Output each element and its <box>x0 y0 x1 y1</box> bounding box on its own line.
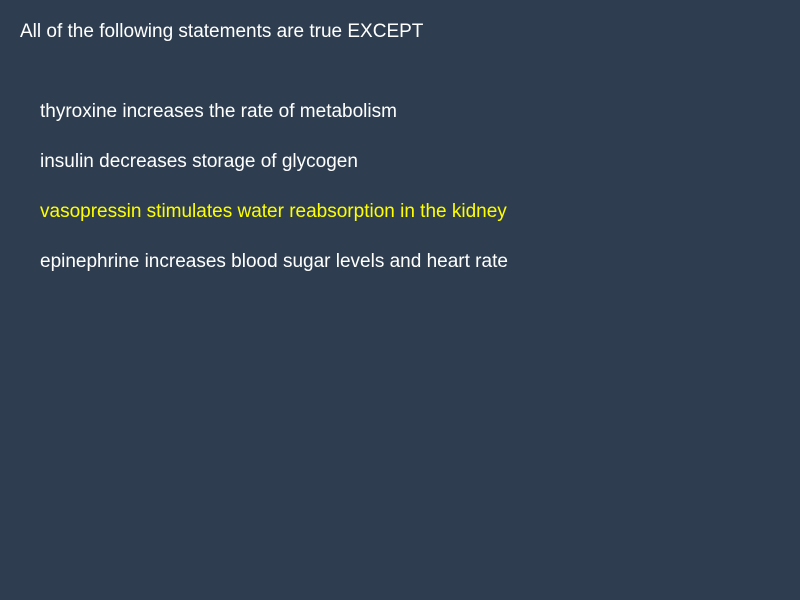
answer-options-list <box>40 100 508 300</box>
answer-option-2[interactable]: insulin decreases storage of glycogen <box>40 151 358 172</box>
answer-option-1[interactable]: thyroxine increases the rate of metabolism <box>40 101 397 122</box>
question-prompt: All of the following statements are true EXCEPT <box>20 21 424 42</box>
answer-option-3[interactable]: vasopressin stimulates water reabsorption in the kidney <box>40 201 507 222</box>
answer-option-4[interactable]: epinephrine increases blood sugar levels and heart rate <box>40 251 508 272</box>
